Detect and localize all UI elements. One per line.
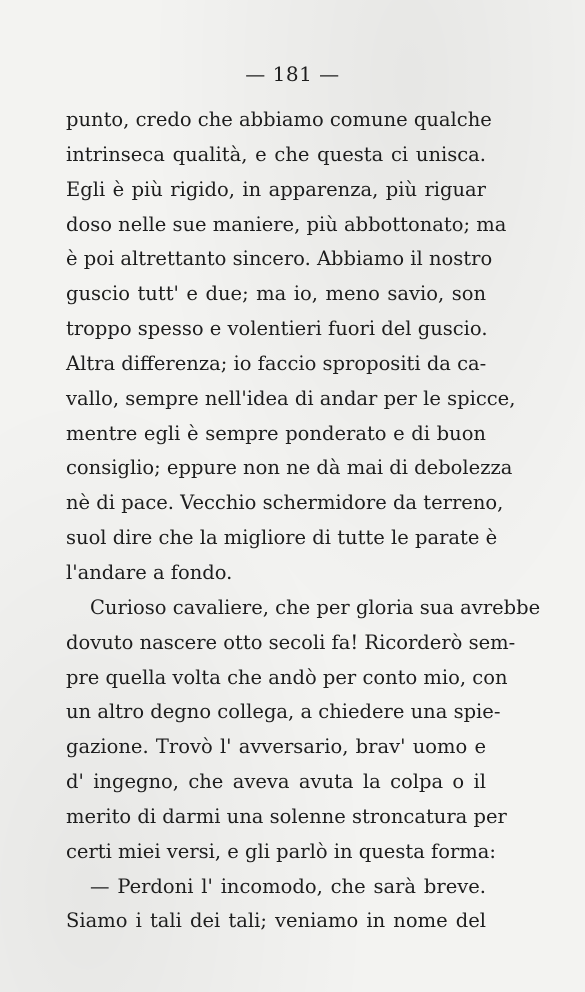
text-line: consiglio; eppure non ne dà mai di debolezza xyxy=(66,456,513,480)
text-line: nè di pace. Vecchio schermidore da terreno, xyxy=(66,491,504,515)
text-line: troppo spesso e volentieri fuori del guscio. xyxy=(66,317,488,341)
text-line: è poi altrettanto sincero. Abbiamo il nostro xyxy=(66,247,493,271)
text-line: Altra differenza; io faccio spropositi da ca- xyxy=(66,351,487,375)
text-line: — Perdoni l' incomodo, che sarà breve. xyxy=(90,874,486,898)
text-line: Egli è più rigido, in apparenza, più riguar xyxy=(66,177,486,201)
page-number: — 181 — xyxy=(245,62,340,86)
text-line: guscio tutt' e due; ma io, meno savio, son xyxy=(66,282,486,306)
text-line: certi miei versi, e gli parlò in questa forma: xyxy=(66,839,496,863)
text-line: merito di darmi una solenne stroncatura per xyxy=(66,804,507,828)
text-line: gazione. Trovò l' avversario, brav' uomo e xyxy=(66,735,486,759)
text-line: Siamo i tali dei tali; veniamo in nome del xyxy=(66,909,486,933)
text-line: intrinseca qualità, e che questa ci unisca. xyxy=(66,142,486,166)
text-line: doso nelle sue maniere, più abbottonato; ma xyxy=(66,212,507,236)
text-line: mentre egli è sempre ponderato e di buon xyxy=(66,421,486,445)
text-line: vallo, sempre nell'idea di andar per le spicce, xyxy=(66,386,516,410)
text-line: un altro degno collega, a chiedere una spie- xyxy=(66,700,501,724)
body-text xyxy=(66,103,541,939)
text-line: dovuto nascere otto secoli fa! Ricorderò sem- xyxy=(66,630,516,654)
text-line: pre quella volta che andò per conto mio, con xyxy=(66,665,508,689)
text-line: Curioso cavaliere, che per gloria sua avrebbe xyxy=(90,595,541,619)
text-line: suol dire che la migliore di tutte le parate è xyxy=(66,526,498,550)
text-line: d' ingegno, che aveva avuta la colpa o il xyxy=(66,770,486,794)
text-line: l'andare a fondo. xyxy=(66,560,233,584)
text-line: punto, credo che abbiamo comune qualche xyxy=(66,108,492,131)
